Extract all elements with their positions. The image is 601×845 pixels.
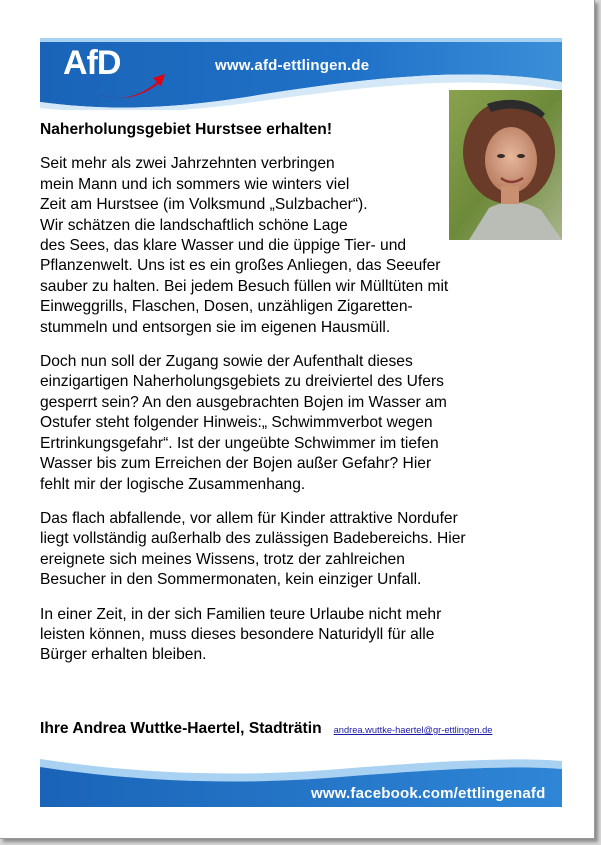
text-line: Zeit am Hurstsee (im Volksmund „Sulzbacher“). [40, 196, 368, 214]
text-line: Ertrinkungsgefahr“. Ist der ungeübte Schwimmer im tiefen [40, 434, 439, 452]
text-line: leisten können, muss dieses besondere Naturidyll für alle [40, 625, 435, 643]
text-line: mein Mann und ich sommers wie winters viel [40, 175, 350, 193]
text-line: Einweggrills, Flaschen, Dosen, unzähligen Zigaretten- [40, 298, 413, 316]
text-line: Seit mehr als zwei Jahrzehnten verbringen [40, 155, 335, 173]
text-line: Das flach abfallende, vor allem für Kinder attraktive Nordufer [40, 509, 458, 527]
paragraph-4 [40, 605, 570, 666]
text-line: sauber zu halten. Bei jedem Besuch füllen wir Mülltüten mit [40, 277, 449, 295]
facebook-url[interactable]: www.facebook.com/ettlingenafd [311, 785, 546, 802]
email-link[interactable]: andrea.wuttke-haertel@gr-ettlingen.de [333, 725, 493, 735]
afd-logo[interactable]: AfD [63, 44, 121, 82]
text-line: gesperrt sein? An den ausgebrachten Bojen im Wasser am [40, 393, 447, 411]
text-line: Doch nun soll der Zugang sowie der Aufenthalt dieses [40, 353, 413, 371]
paragraph-2 [40, 352, 570, 495]
text-line: ereignete sich meines Wissens, trotz der zahlreichen [40, 550, 405, 568]
text-line: Pflanzenwelt. Uns ist es ein großes Anliegen, das Seeufer [40, 257, 441, 275]
text-line: Wir schätzen die landschaftlich schöne Lage [40, 216, 348, 234]
website-url[interactable]: www.afd-ettlingen.de [215, 57, 370, 74]
article-headline: Naherholungsgebiet Hurstsee erhalten! [40, 121, 333, 138]
signature: Ihre Andrea Wuttke-Haertel, Stadträtin [40, 720, 322, 737]
text-line: In einer Zeit, in der sich Familien teure Urlaube nicht mehr [40, 605, 442, 623]
text-line: fehlt mir der logische Zusammenhang. [40, 475, 306, 493]
signature-row [40, 720, 570, 738]
text-line: des Sees, das klare Wasser und die üppige Tier- und [40, 237, 407, 255]
text-line: Ostufer steht folgender Hinweis:„ Schwimmverbot wegen [40, 414, 433, 432]
paragraph-3 [40, 509, 570, 591]
text-line: Besucher in den Sommermonaten, kein einziger Unfall. [40, 571, 422, 589]
text-line: liegt vollständig außerhalb des zulässigen Badebereichs. Hier [40, 530, 466, 548]
text-line: Bürger erhalten bleiben. [40, 646, 207, 664]
text-line: stummeln und entsorgen sie im eigenen Hausmüll. [40, 318, 391, 336]
text-line: Wasser bis zum Erreichen der Bojen außer Gefahr? Hier [40, 455, 432, 473]
logo-swoosh-icon [95, 68, 167, 102]
article-body [40, 120, 570, 680]
text-line: einzigartigen Naherholungsgebiets zu dreiviertel des Ufers [40, 373, 444, 391]
paragraph-1 [40, 154, 570, 338]
